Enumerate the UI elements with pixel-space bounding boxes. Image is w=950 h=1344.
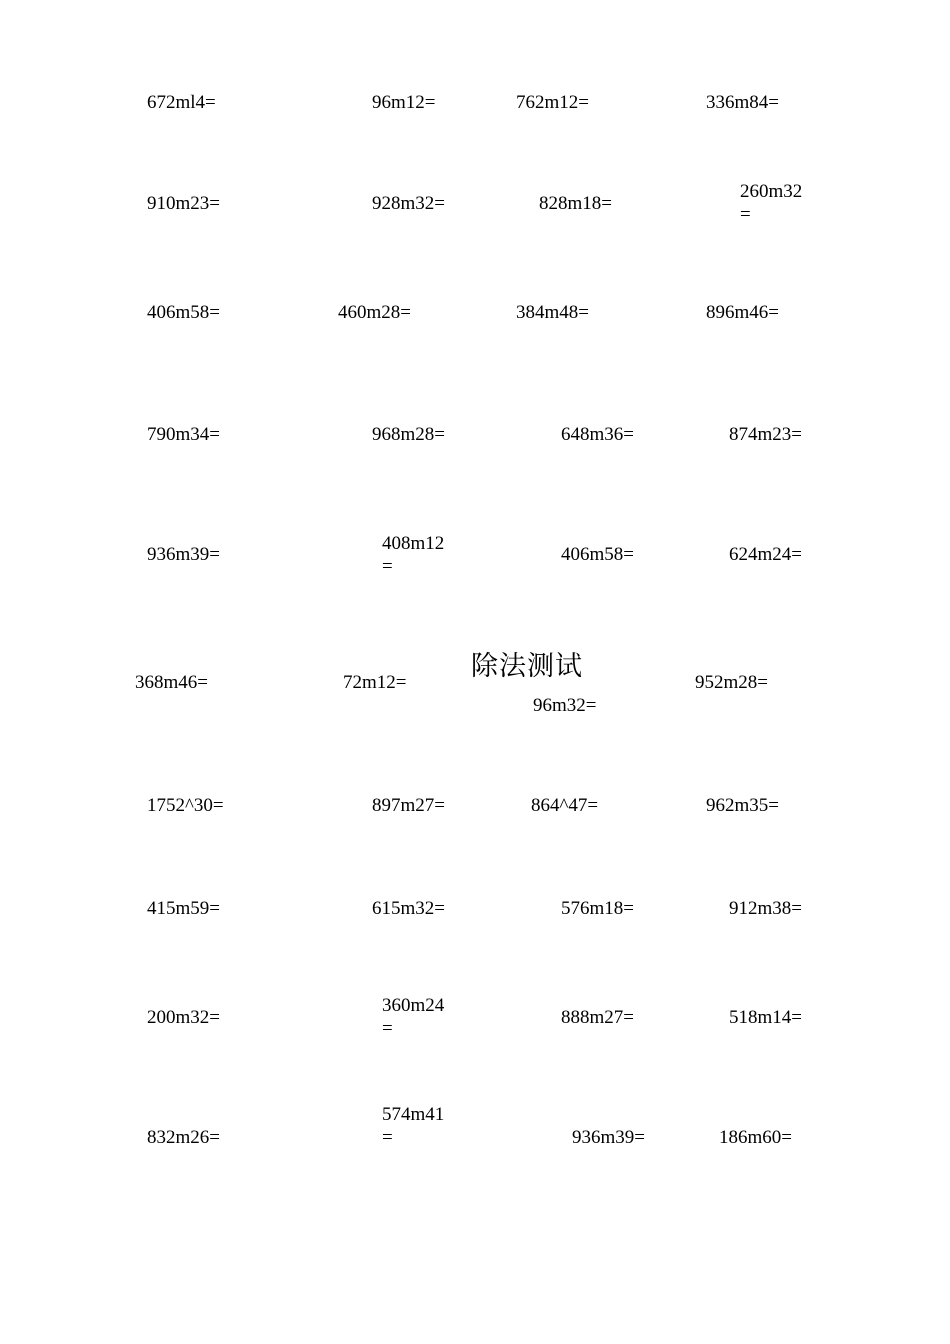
problem-16: 874m23=	[729, 424, 802, 445]
problem-15: 648m36=	[561, 424, 634, 445]
problem-29: 415m59=	[147, 898, 220, 919]
problem-33: 200m32=	[147, 1007, 220, 1028]
problem-27: 864^47=	[531, 795, 599, 816]
problem-38: 574m41=	[382, 1104, 445, 1148]
problem-34: 360m24=	[382, 995, 445, 1039]
problem-4: 336m84=	[706, 92, 779, 113]
problem-25: 1752^30=	[147, 795, 224, 816]
problem-31: 576m18=	[561, 898, 634, 919]
problem-10: 460m28=	[338, 302, 411, 323]
problem-6: 928m32=	[372, 193, 445, 214]
problem-28: 962m35=	[706, 795, 779, 816]
problem-5: 910m23=	[147, 193, 220, 214]
problem-32: 912m38=	[729, 898, 802, 919]
problem-8: 260m32=	[740, 181, 803, 225]
problem-23: 96m32=	[533, 695, 597, 716]
problem-1: 672ml4=	[147, 92, 216, 113]
problem-18: 408m12=	[382, 533, 445, 577]
worksheet-title: 除法测试	[471, 651, 583, 681]
problem-14: 968m28=	[372, 424, 445, 445]
problem-19: 406m58=	[561, 544, 634, 565]
problem-35: 888m27=	[561, 1007, 634, 1028]
problem-11: 384m48=	[516, 302, 589, 323]
problem-20: 624m24=	[729, 544, 802, 565]
problem-40: 186m60=	[719, 1127, 792, 1148]
problem-22: 72m12=	[343, 672, 407, 693]
problem-30: 615m32=	[372, 898, 445, 919]
problem-9: 406m58=	[147, 302, 220, 323]
problem-7: 828m18=	[539, 193, 612, 214]
problem-39: 936m39=	[572, 1127, 645, 1148]
problem-36: 518m14=	[729, 1007, 802, 1028]
problem-13: 790m34=	[147, 424, 220, 445]
problem-21: 368m46=	[135, 672, 208, 693]
problem-3: 762m12=	[516, 92, 589, 113]
problem-12: 896m46=	[706, 302, 779, 323]
problem-2: 96m12=	[372, 92, 436, 113]
problem-24: 952m28=	[695, 672, 768, 693]
problem-17: 936m39=	[147, 544, 220, 565]
problem-26: 897m27=	[372, 795, 445, 816]
problem-37: 832m26=	[147, 1127, 220, 1148]
